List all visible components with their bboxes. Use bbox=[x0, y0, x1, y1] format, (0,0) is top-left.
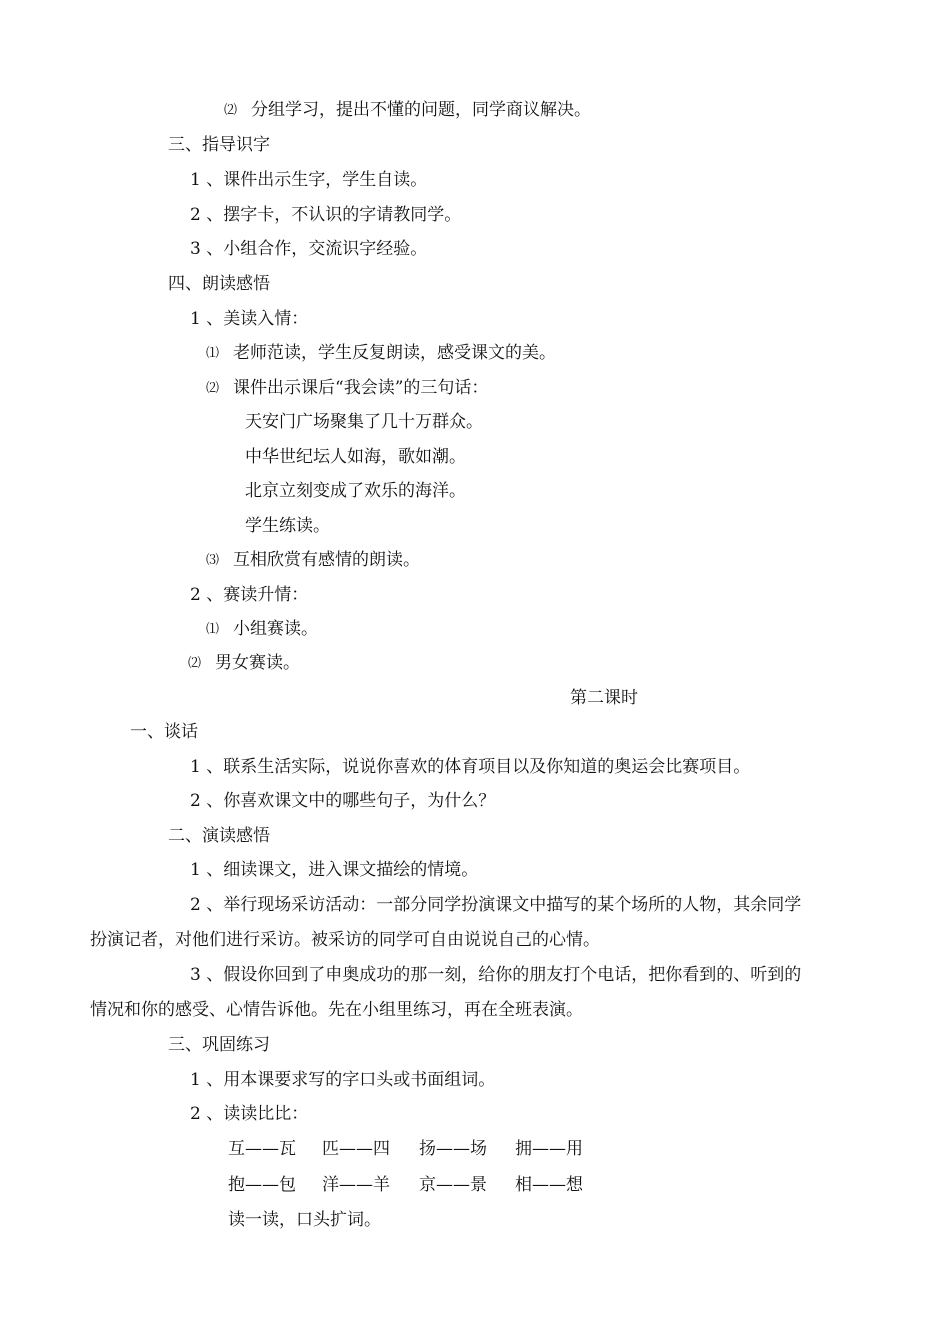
character-pair: 洋——羊 bbox=[322, 1175, 390, 1195]
list-item: 1 、课件出示生字，学生自读。 bbox=[190, 170, 428, 190]
list-item: 2 、你喜欢课文中的哪些句子，为什么？ bbox=[190, 791, 496, 811]
lesson-title: 第二课时 bbox=[570, 688, 638, 708]
list-item: 2 、读读比比： bbox=[190, 1104, 309, 1124]
paragraph-text: 学生练读。 bbox=[245, 516, 330, 536]
list-item: 1 、用本课要求写的字口头或书面组词。 bbox=[190, 1070, 496, 1090]
list-item bbox=[188, 655, 300, 672]
list-item: 3 、小组合作，交流识字经验。 bbox=[190, 239, 428, 259]
item-number: ⑵ bbox=[206, 381, 220, 396]
item-text: 老师范读，学生反复朗读，感受课文的美。 bbox=[233, 343, 557, 363]
item-number: ⑴ bbox=[206, 622, 220, 637]
item-number: ⑴ bbox=[206, 346, 220, 361]
character-pair: 拥——用 bbox=[515, 1139, 583, 1159]
list-item: 2 、赛读升情： bbox=[190, 585, 309, 605]
character-pair: 匹——四 bbox=[322, 1139, 390, 1159]
character-pair: 扬——场 bbox=[419, 1139, 487, 1159]
paragraph-continuation: 扮演记者，对他们进行采访。被采访的同学可自由说说自己的心情。 bbox=[90, 930, 600, 950]
example-sentence: 中华世纪坛人如海，歌如潮。 bbox=[245, 447, 466, 467]
paragraph-continuation: 情况和你的感受、心情告诉他。先在小组里练习，再在全班表演。 bbox=[90, 1000, 583, 1020]
section-heading: 二、演读感悟 bbox=[168, 826, 270, 846]
item-text: 分组学习，提出不懂的问题，同学商议解决。 bbox=[251, 100, 592, 120]
list-item bbox=[206, 380, 488, 397]
item-number: ⑵ bbox=[224, 103, 238, 118]
character-pair: 抱——包 bbox=[228, 1175, 296, 1195]
list-item: 1 、美读入情： bbox=[190, 309, 309, 329]
item-number: ⑶ bbox=[206, 553, 220, 568]
list-item: 1 、细读课文，进入课文描绘的情境。 bbox=[190, 860, 479, 880]
list-item: 1 、联系生活实际，说说你喜欢的体育项目以及你知道的奥运会比赛项目。 bbox=[190, 757, 751, 777]
paragraph-text: 读一读，口头扩词。 bbox=[228, 1210, 381, 1230]
list-item bbox=[224, 102, 591, 119]
example-sentence: 北京立刻变成了欢乐的海洋。 bbox=[245, 481, 466, 501]
list-item: 2 、摆字卡，不认识的字请教同学。 bbox=[190, 205, 462, 225]
item-text: 课件出示课后“我会读”的三句话： bbox=[233, 378, 489, 398]
character-compare-row bbox=[228, 1177, 583, 1194]
section-heading: 一、谈话 bbox=[130, 722, 198, 742]
character-pair: 京——景 bbox=[419, 1175, 487, 1195]
section-heading: 三、巩固练习 bbox=[168, 1035, 270, 1055]
list-item: 2 、举行现场采访活动：一部分同学扮演课文中描写的某个场所的人物，其余同学 bbox=[190, 895, 802, 915]
section-heading: 三、指导识字 bbox=[168, 135, 270, 155]
item-text: 互相欣赏有感情的朗读。 bbox=[233, 550, 421, 570]
character-pair: 相——想 bbox=[515, 1175, 583, 1195]
list-item bbox=[206, 345, 556, 362]
character-pair: 互——瓦 bbox=[228, 1139, 296, 1159]
item-text: 男女赛读。 bbox=[215, 653, 301, 673]
list-item: 3 、假设你回到了申奥成功的那一刻，给你的朋友打个电话，把你看到的、听到的 bbox=[190, 965, 802, 985]
example-sentence: 天安门广场聚集了几十万群众。 bbox=[245, 412, 483, 432]
section-heading: 四、朗读感悟 bbox=[168, 274, 270, 294]
list-item bbox=[206, 621, 318, 638]
list-item bbox=[206, 552, 420, 569]
character-compare-row bbox=[228, 1141, 583, 1158]
item-text: 小组赛读。 bbox=[233, 619, 319, 639]
item-number: ⑵ bbox=[188, 656, 202, 671]
